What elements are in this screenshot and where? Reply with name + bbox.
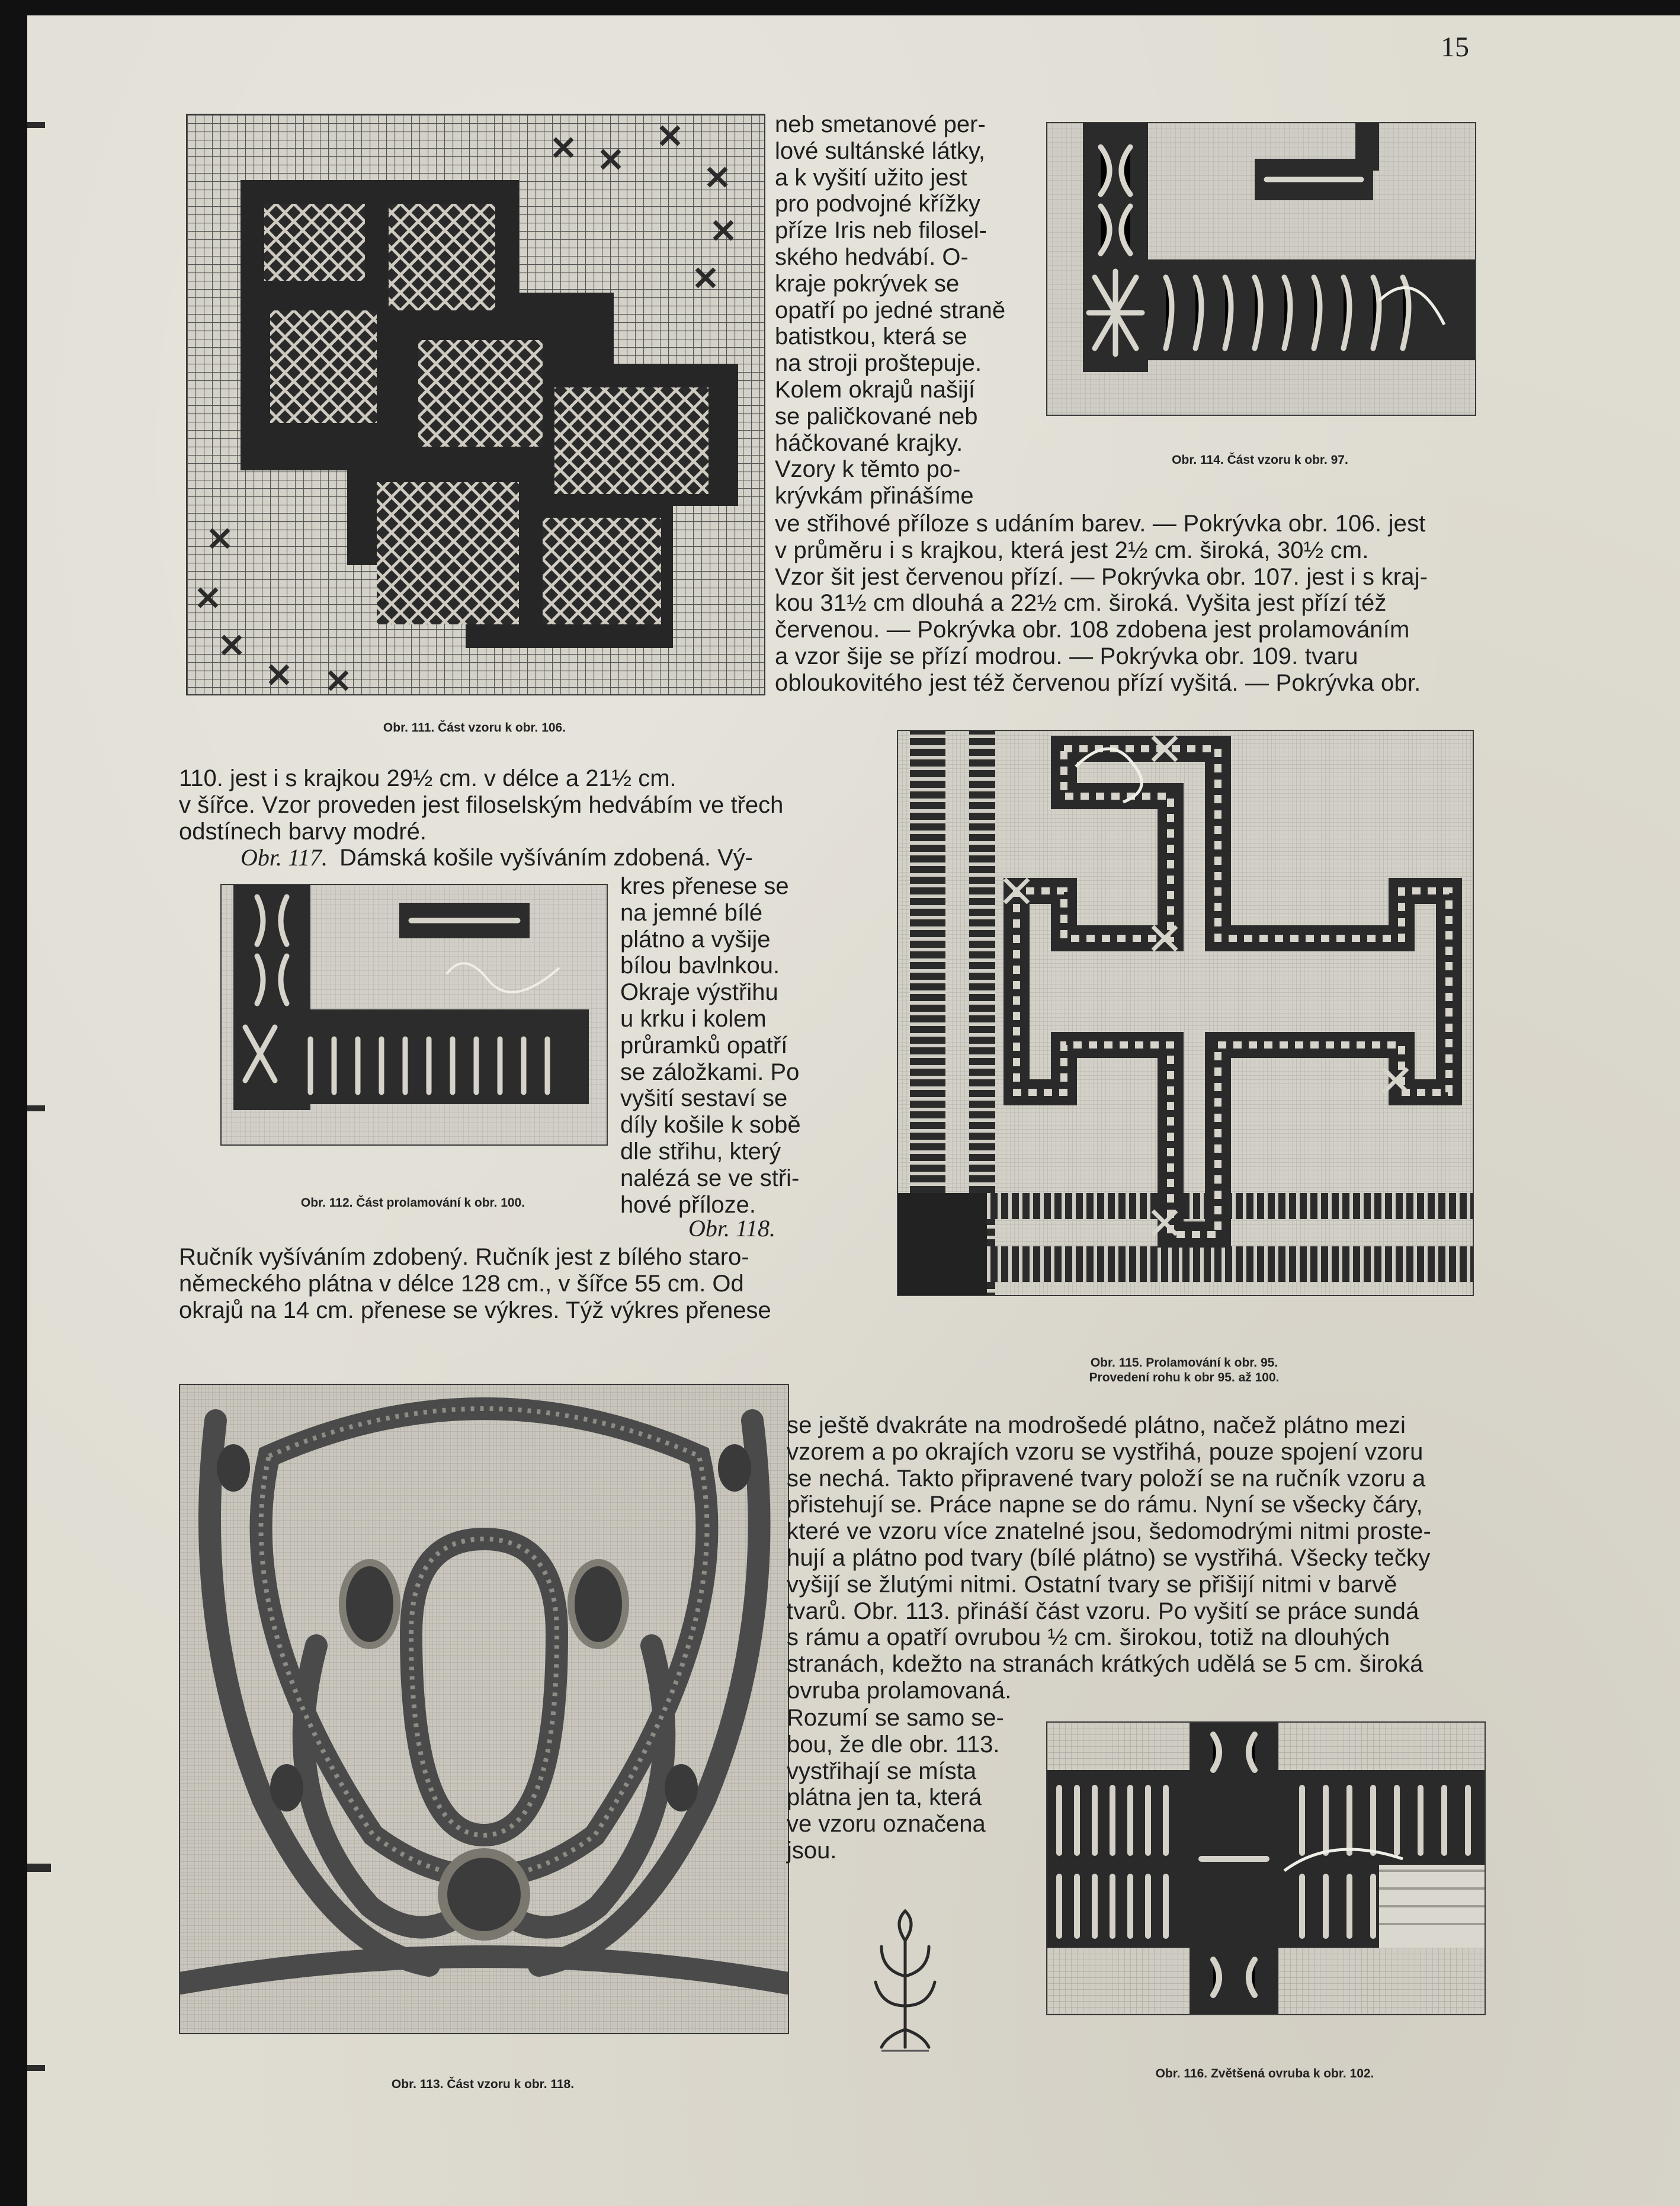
text-left-a: 110. jest i s krajkou 29½ cm. v délce a 21½ cm. v šířce. Vzor proveden jest filoselským hedvábím ve třech odstínech barvy modré. [179,765,784,845]
figure-111-image [186,114,765,695]
figure-112-image [220,884,608,1146]
text-bottom-narrow: Rozumí se samo se- bou, že dle obr. 113. vystřihají se místa plátna jen ta, která ve vzoru označena jsou. [787,1705,1004,1864]
text-middle-right: ve střihové příloze s udáním barev. — Pokrývka obr. 106. jest v průměru i s krajkou, která jest 2½ cm. široká, 30½ cm. Vzor šit jest červenou přízí. — Pokrývka obr. 107. jest i s kraj- kou 31½ cm dlouhá a 22½ cm. široká. Vyšita jest přízí též červenou. — Pokrývka obr. 108 zdobena jest prolamováním a vzor šije se přízí modrou. — Pokrývka obr. 109. tvaru obloukovitého jest též červenou přízí vyšitá. — Pokrývka obr. [775,511,1428,696]
obr118-label: Obr. 118. [688,1215,776,1242]
obr117-label: Obr. 117. [241,844,328,871]
figure-113-caption: Obr. 113. Část vzoru k obr. 118. [391,2077,575,2091]
figure-116-image [1046,1721,1486,2015]
text-left-narrow: kres přenese se na jemné bílé plátno a vyšije bílou bavlnkou. Okraje výstřihu u krku i kolem průramků opatří se záložkami. Po vyšití sestaví se díly košile k sobě dle střihu, který nalézá se ve stři- hové příloze. [620,873,801,1218]
binding-mark [27,1105,45,1111]
figure-115-image [897,730,1474,1296]
binding-mark [27,1864,51,1872]
obr117-line [241,845,753,872]
page-number: 15 [1441,31,1469,63]
binding-mark [27,2065,45,2071]
figure-115-caption: Obr. 115. Prolamování k obr. 95. Provedení rohu k obr 95. až 100. [1089,1356,1280,1384]
figure-113-image [179,1384,789,2034]
magazine-page [27,15,1680,2206]
figure-111-caption: Obr. 111. Část vzoru k obr. 106. [383,721,566,735]
figure-116-caption: Obr. 116. Zvětšená ovruba k obr. 102. [1155,2067,1374,2080]
figure-114-caption: Obr. 114. Část vzoru k obr. 97. [1172,453,1348,467]
floral-ornament [870,1905,941,2053]
binding-mark [27,122,45,128]
figure-112-caption: Obr. 112. Část prolamování k obr. 100. [300,1196,525,1210]
text-left-b: Ručník vyšíváním zdobený. Ručník jest z bílého staro- německého plátna v délce 128 cm., v šířce 55 cm. Od okrajů na 14 cm. přenese se výkres. Týž výkres přenese [179,1244,771,1323]
obr117-text: Dámská košile vyšíváním zdobená. Vý- [339,845,754,871]
text-top-right-narrow: neb smetanové per- lové sultánské látky, a k vyšití užito jest pro podvojné křížky příze Iris neb filosel- ského hedvábí. O- kraje pokrývek se opatří po jedné straně batistkou, která se na stroji proštepuje. Kolem okrajů našijí se paličkované neb háčkované krajky. Vzory k těmto po- krývkám přinášíme [775,111,1006,509]
text-bottom-right: se ještě dvakráte na modrošedé plátno, načež plátno mezi vzorem a po okrajích vzoru se vystřihá, pouze spojení vzoru se nechá. Takto připravené tvary položí se na ručník vzoru a přistehují se. Práce napne se do rámu. Nyní se všecky čáry, které ve vzoru více znatelné jsou, šedomodrými nitmi proste- hují a plátno pod tvary (bílé plátno) se vystřihá. Všecky tečky vyšijí se žlutými nitmi. Ostatní tvary se přišijí nitmi v barvě tvarů. Obr. 113. přináší část vzoru. Po vyšití se práce sundá s rámu a opatří ovrubou ½ cm. širokou, totiž na dlouhých stranách, kdežto na stranách krátkých udělá se 5 cm. široká ovruba prolamovaná. [787,1412,1431,1704]
figure-114-image [1046,122,1476,416]
